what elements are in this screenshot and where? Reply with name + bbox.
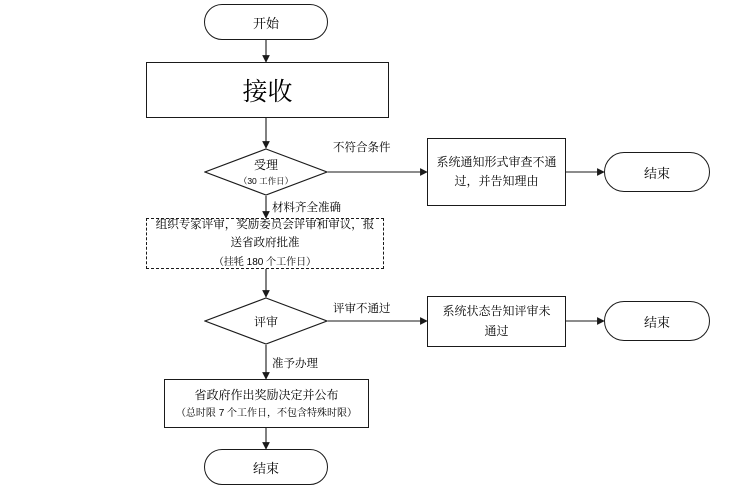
node-expert-review-label: 组织专家评审，奖励委员会评审和审议，报送省政府批准 [155,218,375,249]
node-end-3-label: 结束 [252,460,279,476]
node-review-label: 评审 [253,314,278,329]
node-accept[interactable] [204,148,328,196]
node-end-1-label: 结束 [643,165,670,181]
node-decision-sublabel: （总时限 7 个工作日，不包含特殊时限） [175,408,358,419]
node-accept-label: 受理 [253,158,278,173]
edge-label-materials-ok: 材料齐全准确 [272,202,341,214]
node-expert-review-sublabel: （挂牦 180 个工作日） [213,257,317,269]
node-end-2-label: 结束 [643,314,670,330]
node-end-3[interactable] [204,449,328,485]
node-start[interactable] [204,4,328,40]
node-notify-fail-label: 系统状态告知评审未通过 [442,304,551,338]
node-receive-label: 接收 [242,78,293,106]
node-end-1[interactable] [604,152,710,192]
edge-label-not-qualified: 不符合条件 [333,142,391,154]
node-decision[interactable] [164,379,369,428]
node-end-2[interactable] [604,301,710,341]
node-notify-fail[interactable] [427,296,566,347]
node-accept-sublabel: （30 工作日） [238,176,294,187]
node-start-label: 开始 [252,15,279,31]
node-decision-label: 省政府作出奖励决定并公布 [194,388,339,402]
node-receive[interactable] [146,62,389,118]
node-notify-reject-label: 系统通知形式审查不通过，并告知理由 [436,154,557,188]
edge-label-approved: 准予办理 [272,358,318,370]
node-review[interactable] [204,297,328,345]
edge-label-review-fail: 评审不通过 [333,303,391,315]
node-notify-reject[interactable] [427,138,566,206]
node-expert-review[interactable] [146,218,384,269]
